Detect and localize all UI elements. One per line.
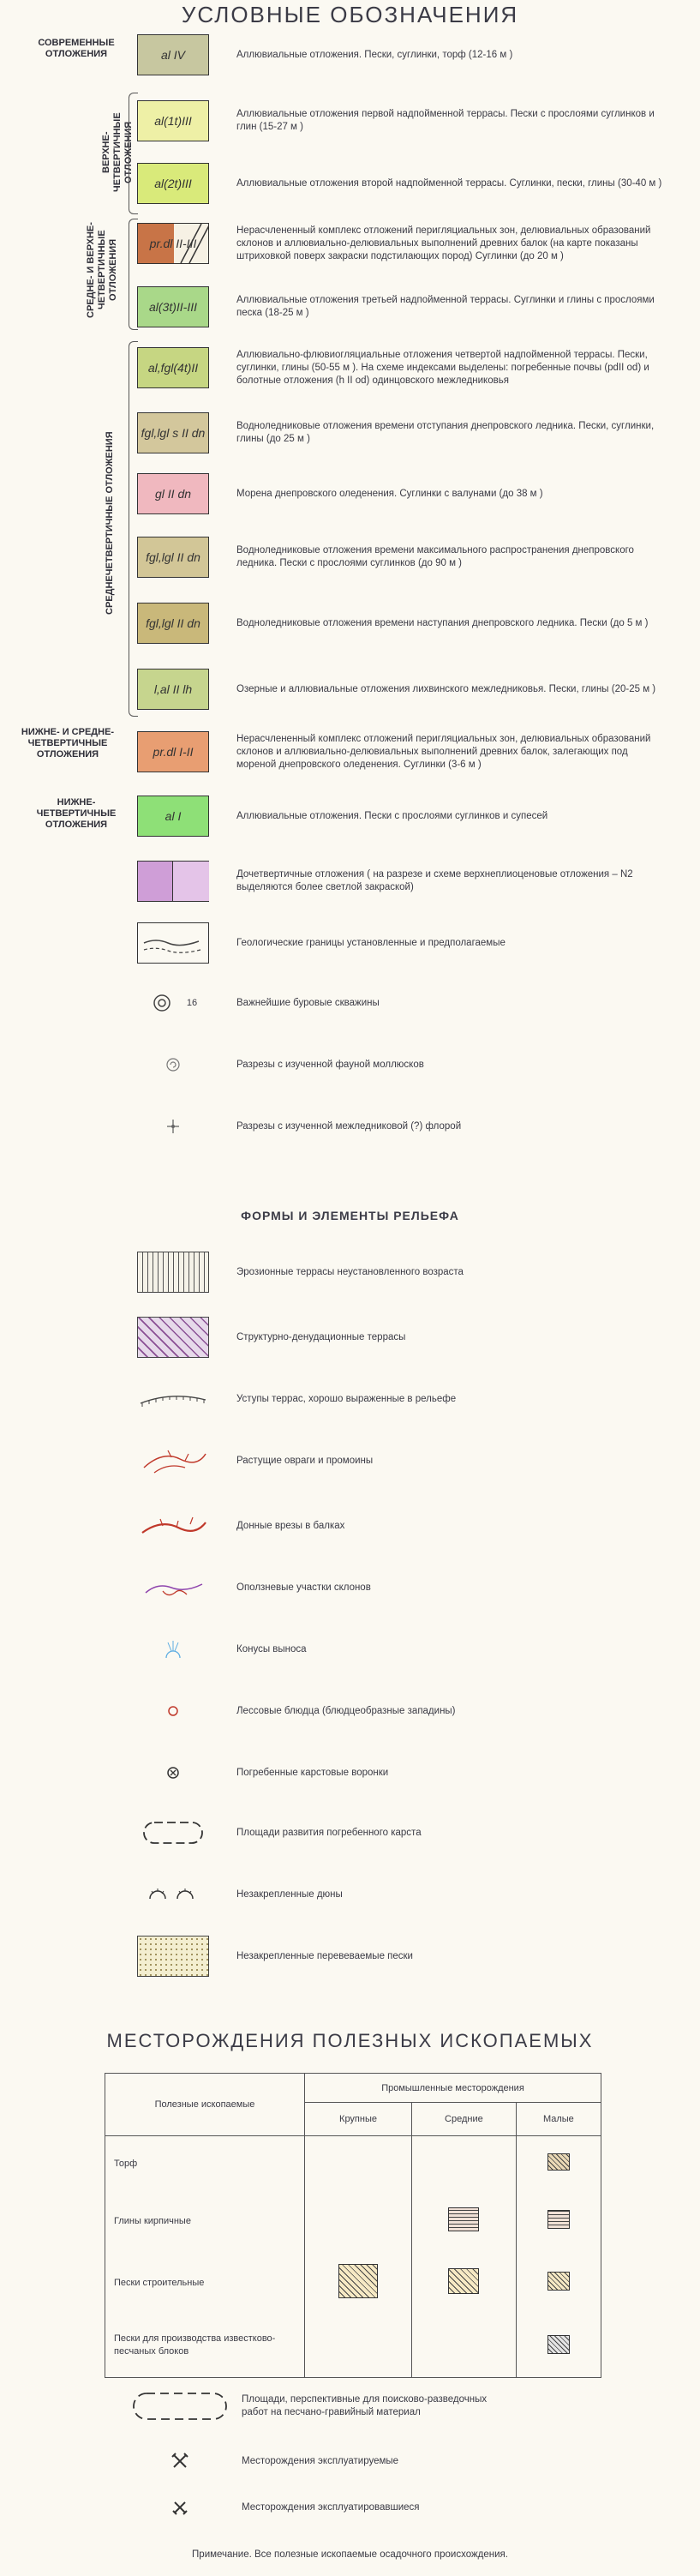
- group-lower-middle: НИЖНЕ- И СРЕДНЕ-ЧЕТВЕРТИЧНЫЕ ОТЛОЖЕНИЯ: [21, 727, 115, 760]
- operated-deposit-icon: [163, 2448, 197, 2474]
- loess-saucer-icon: [137, 1694, 209, 1728]
- building-sand-large-icon: [305, 2251, 412, 2315]
- swatch-gl-ii-dn: gl II dn: [137, 473, 209, 514]
- swatch-pre-quaternary: [137, 861, 209, 902]
- col-minerals: Полезные ископаемые: [105, 2074, 305, 2136]
- desc-interglacial-flora: Разрезы с изученной межледниковой (?) флорой: [236, 1120, 462, 1132]
- desc-l-al-ii-lh: Озерные и аллювиальные отложения лихвинского межледниковья. Пески, глины (20-25 м ): [236, 683, 656, 694]
- formerly-operated-deposit-icon: [163, 2495, 197, 2520]
- desc-al-3t-ii-iii: Аллювиальные отложения третьей надпойменной террасы. Суглинки и глины с прослоями песка (18-25 м ): [236, 295, 655, 318]
- erosion-terrace-swatch: [137, 1252, 209, 1293]
- col-industrial: Промышленные месторождения: [305, 2074, 601, 2103]
- desc-gl-ii-dn: Морена днепровского оледенения. Суглинки с валунами (до 38 м ): [236, 488, 543, 499]
- brace-middle: [129, 341, 138, 717]
- swatch-fgl-lgl-ii-dn-adv: fgl,lgl II dn: [137, 603, 209, 644]
- mollusc-fauna-icon: [137, 1048, 209, 1082]
- prospective-area-icon: [129, 2385, 231, 2428]
- swatch-fgl-lgl-s-ii-dn: fgl,lgl s II dn: [137, 412, 209, 453]
- growing-gully-icon: [137, 1440, 209, 1481]
- brick-clay-medium-icon: [412, 2191, 517, 2251]
- swatch-al-1t-iii: al(1t)III: [137, 100, 209, 141]
- terrace-scarp-icon: [137, 1382, 209, 1416]
- desc-prospective-area: Площади, перспективные для поисково-разведочных работ на песчано-гравийный материал: [242, 2394, 488, 2417]
- desc-pr-dl-i-ii: Нерасчлененный комплекс отложений перигляциальных зон, делювиальных образований склонов и аллювиально-делювиальных выполнений древних балок, залегающих под мореной днепровского оледенения. Суглинки (3-6 м ): [236, 733, 651, 770]
- desc-al-iv: Аллювиальные отложения. Пески, суглинки, торф (12-16 м ): [236, 49, 513, 60]
- swatch-al-i: al I: [137, 796, 209, 837]
- desc-unfixed-dunes: Незакрепленные дюны: [236, 1888, 343, 1900]
- desc-geologic-boundary: Геологические границы установленные и предполагаемые: [236, 937, 506, 948]
- desc-buried-karst-area: Площади развития погребенного карста: [236, 1827, 422, 1838]
- desc-alluvial-fan: Конусы выноса: [236, 1643, 307, 1654]
- structural-terrace-swatch: [137, 1317, 209, 1358]
- footnote: Примечание. Все полезные ископаемые осадочного происхождения.: [192, 2549, 508, 2560]
- lime-sand-small-icon: [516, 2315, 601, 2378]
- swatch-pr-dl-ii-iii: pr.dl II-III: [137, 223, 209, 264]
- buried-karst-area-icon: [137, 1814, 209, 1852]
- desc-pr-dl-ii-iii: Нерасчлененный комплекс отложений перигляциальных зон, делювиальных образований склонов и аллювиально-делювиальных выполнений древних балок (на карте показаны штриховкой поверх закраски подстилающих пород) Суглинки (до 20 м ): [236, 225, 651, 261]
- swatch-al-fgl-4t-ii: al,fgl(4t)II: [137, 347, 209, 388]
- borehole-icon: [137, 986, 209, 1020]
- group-middle-upper: СРЕДНЕ- И ВЕРХНЕ-ЧЕТВЕРТИЧНЫЕ ОТЛОЖЕНИЯ: [86, 222, 118, 318]
- alluvial-fan-icon: [137, 1632, 209, 1666]
- group-middle: СРЕДНЕЧЕТВЕРТИЧНЫЕ ОТЛОЖЕНИЯ: [105, 431, 115, 615]
- swatch-al-3t-ii-iii: al(3t)II-III: [137, 286, 209, 327]
- desc-landslide: Оползневые участки склонов: [236, 1582, 371, 1593]
- desc-borehole: Важнейшие буровые скважины: [236, 997, 380, 1008]
- legend-title: УСЛОВНЫЕ ОБОЗНАЧЕНИЯ: [181, 2, 519, 27]
- building-sand-small-icon: [516, 2251, 601, 2315]
- col-small: Малые: [516, 2103, 601, 2136]
- desc-growing-gully: Растущие овраги и промоины: [236, 1455, 374, 1466]
- desc-pre-quaternary: Дочетвертичные отложения ( на разрезе и схеме верхнеплиоценовые отложения – N2 выделяются более светлой закраской): [236, 869, 633, 892]
- group-upper: ВЕРХНЕ-ЧЕТВЕРТИЧНЫЕ ОТЛОЖЕНИЯ: [101, 112, 134, 193]
- desc-loess-saucer: Лессовые блюдца (блюдцеобразные западины): [236, 1705, 456, 1716]
- desc-fgl-lgl-ii-dn-adv: Водноледниковые отложения времени наступания днепровского ледника. Пески (до 5 м ): [236, 617, 649, 628]
- desc-terrace-scarp: Уступы террас, хорошо выраженные в рельефе: [236, 1393, 457, 1404]
- swatch-fgl-lgl-ii-dn-max: fgl,lgl II dn: [137, 537, 209, 578]
- swatch-pr-dl-i-ii: pr.dl I-II: [137, 731, 209, 772]
- row-lime-sand-blocks: Пески для производства известково-песчаных блоков: [105, 2315, 305, 2378]
- row-peat: Торф: [105, 2136, 305, 2191]
- desc-drifting-sands: Незакрепленные перевеваемые пески: [236, 1950, 413, 1961]
- group-lower: НИЖНЕ-ЧЕТВЕРТИЧНЫЕ ОТЛОЖЕНИЯ: [36, 797, 117, 830]
- group-modern: СОВРЕМЕННЫЕ ОТЛОЖЕНИЯ: [38, 38, 115, 59]
- desc-buried-karst-funnel: Погребенные карстовые воронки: [236, 1767, 389, 1778]
- minerals-title: МЕСТОРОЖДЕНИЯ ПОЛЕЗНЫХ ИСКОПАЕМЫХ: [106, 2030, 594, 2051]
- desc-al-fgl-4t-ii: Аллювиально-флювиогляциальные отложения четвертой надпойменной террасы. Пески, суглинки, глины (50-55 м ). На схеме индексами выделены: погребенные почвы (pdII od) и болотные отложения (h II od) одинцовского межледниковья: [236, 349, 649, 386]
- desc-erosion-terrace: Эрозионные террасы неустановленного возраста: [236, 1266, 464, 1277]
- minerals-table: [105, 2073, 601, 2378]
- desc-al-1t-iii: Аллювиальные отложения первой надпойменной террасы. Пески с прослоями суглинков и глин (15-27 м ): [236, 109, 655, 132]
- desc-bottom-incision: Донные врезы в балках: [236, 1520, 345, 1531]
- row-building-sand: Пески строительные: [105, 2251, 305, 2315]
- swatch-al-2t-iii: al(2t)III: [137, 163, 209, 204]
- peat-small-icon: [516, 2136, 601, 2191]
- col-medium: Средние: [412, 2103, 517, 2136]
- desc-al-i: Аллювиальные отложения. Пески с прослоями суглинков и супесей: [236, 810, 548, 821]
- row-brick-clay: Глины кирпичные: [105, 2191, 305, 2251]
- desc-al-2t-iii: Аллювиальные отложения второй надпойменной террасы. Суглинки, пески, глины (30-40 м ): [236, 177, 662, 189]
- interglacial-flora-icon: [137, 1109, 209, 1144]
- swatch-l-al-ii-lh: l,al II lh: [137, 669, 209, 710]
- bottom-incision-icon: [137, 1505, 209, 1546]
- buried-karst-funnel-icon: [137, 1756, 209, 1790]
- desc-fgl-lgl-ii-dn-max: Водноледниковые отложения времени максимального распространения днепровского ледника. Пески с прослоями суглинков (до 90 м ): [236, 545, 634, 568]
- relief-title: ФОРМЫ И ЭЛЕМЕНТЫ РЕЛЬЕФА: [241, 1209, 459, 1222]
- desc-fgl-lgl-s-ii-dn: Водноледниковые отложения времени отступания днепровского ледника. Пески, суглинки, глины (до 25 м ): [236, 421, 655, 444]
- borehole-label: 16: [186, 998, 198, 1008]
- drifting-sands-swatch: [137, 1936, 209, 1977]
- unfixed-dunes-icon: [137, 1877, 209, 1912]
- desc-formerly-operated-deposit: Месторождения эксплуатировавшиеся: [242, 2501, 420, 2513]
- desc-operated-deposit: Месторождения эксплуатируемые: [242, 2455, 399, 2466]
- landslide-icon: [137, 1567, 209, 1608]
- swatch-al-iv: al IV: [137, 34, 209, 75]
- geologic-boundary-icon: [137, 922, 209, 964]
- desc-mollusc-fauna: Разрезы с изученной фауной моллюсков: [236, 1059, 424, 1070]
- col-large: Крупные: [305, 2103, 412, 2136]
- desc-structural-terrace: Структурно-денудационные террасы: [236, 1331, 406, 1342]
- brick-clay-small-icon: [516, 2191, 601, 2251]
- building-sand-medium-icon: [412, 2251, 517, 2315]
